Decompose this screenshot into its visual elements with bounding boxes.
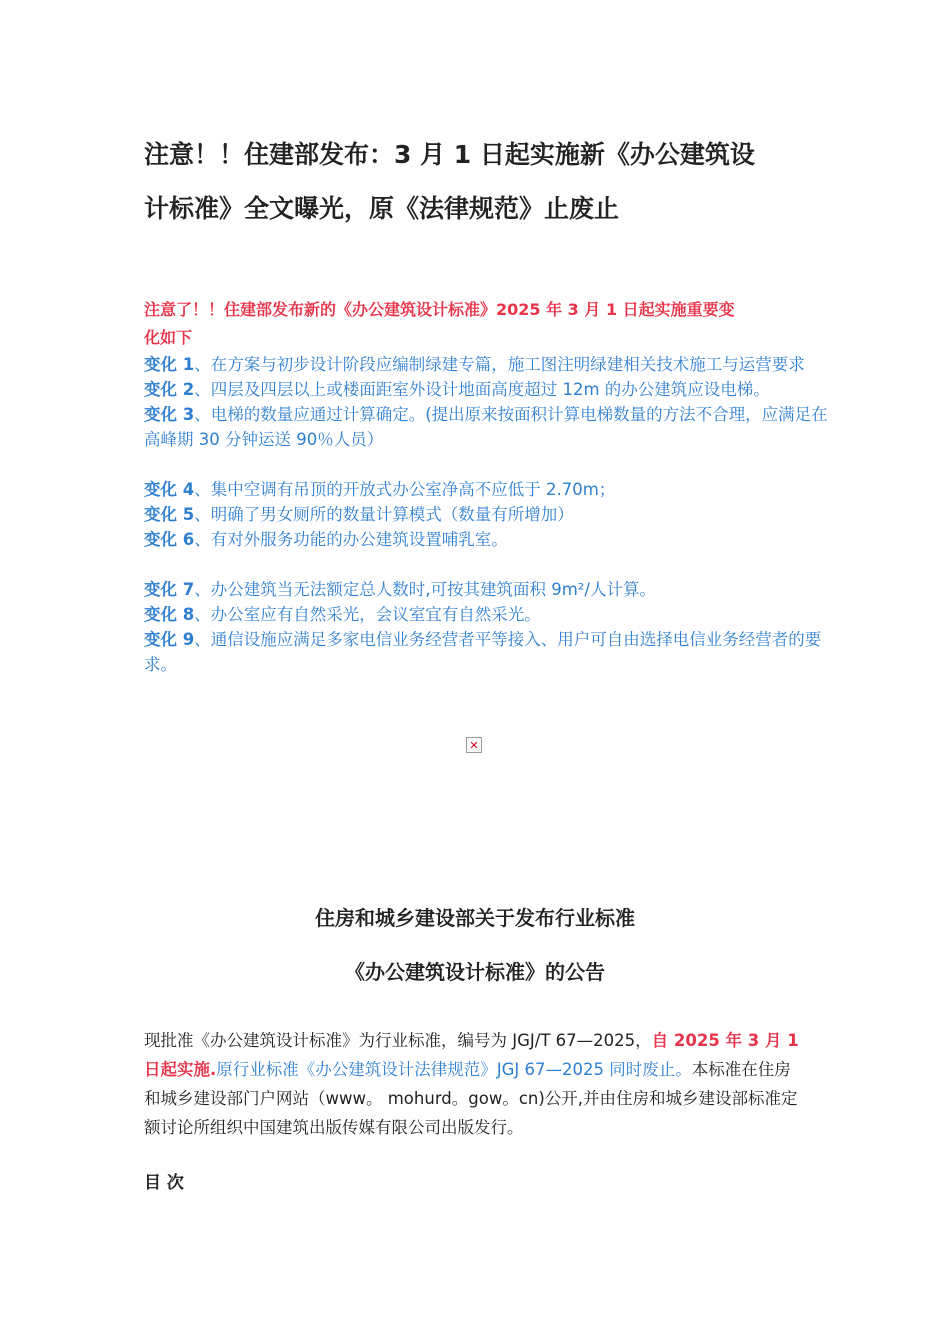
article-title-line-2: 计标准》全文曝光，原《法律规范》止废止 [144,194,620,223]
change-item: 变化 2、四层及四层以上或楼面距室外设计地面高度超过 12m 的办公建筑应设电梯。 [144,380,770,399]
toc-heading: 目 次 [144,1173,184,1193]
change-item: 变化 8、办公室应有自然采光，会议室宜有自然采光。 [144,605,541,624]
changes-list [144,352,834,677]
change-item: 变化 5、明确了男女厕所的数量计算模式（数量有所增加） [144,505,574,524]
notice-heading [144,296,824,352]
announcement-title-line-2: 《办公建筑设计标准》的公告 [345,960,605,984]
announcement-title-line-1: 住房和城乡建设部关于发布行业标准 [315,906,635,930]
announcement-body [144,1026,804,1142]
change-item: 变化 4、集中空调有吊顶的开放式办公室净高不应低于 2.70m； [144,480,616,499]
change-item: 变化 1、在方案与初步设计阶段应编制绿建专篇，施工图注明绿建相关技术施工与运营要求 [144,355,805,374]
article-title [144,128,824,236]
change-item: 变化 7、办公建筑当无法额定总人数时,可按其建筑面积 9m²/人计算。 [144,580,656,599]
spacer [144,552,834,577]
change-item: 变化 9、通信设施应满足多家电信业务经营者平等接入、用户可自由选择电信业务经营者的要求。 [144,630,822,674]
spacer [144,452,834,477]
notice-line-1: 注意了！！住建部发布新的《办公建筑设计标准》2025 年 3 月 1 日起实施重要变 [144,300,735,319]
abolished-standard-text: 原行业标准《办公建筑设计法律规范》JGJ 67—2025 同时废止。 [216,1060,692,1079]
notice-line-2: 化如下 [144,328,193,347]
change-item: 变化 3、电梯的数量应通过计算确定。(提出原来按面积计算电梯数量的方法不合理，应满足在高峰期 30 分钟运送 90％人员） [144,405,828,449]
body-text-2: 本标准在住房和城乡建设部门户网站（www。 mohurd。gow。cn)公开,并由住房和城乡建设部标准定额讨论所组织中国建筑出版传媒有限公司出版发行。 [144,1060,798,1137]
change-item: 变化 6、有对外服务功能的办公建筑设置哺乳室。 [144,530,508,549]
article-title-line-1: 注意！！住建部发布：3 月 1 日起实施新《办公建筑设 [144,140,755,169]
effective-date-text: 自 2025 年 3 月 1 日起实施. [144,1031,799,1079]
body-text-1: 现批准《办公建筑设计标准》为行业标准，编号为 JGJ/T 67—2025， [144,1031,652,1050]
broken-image-icon: ✕ [466,737,482,753]
